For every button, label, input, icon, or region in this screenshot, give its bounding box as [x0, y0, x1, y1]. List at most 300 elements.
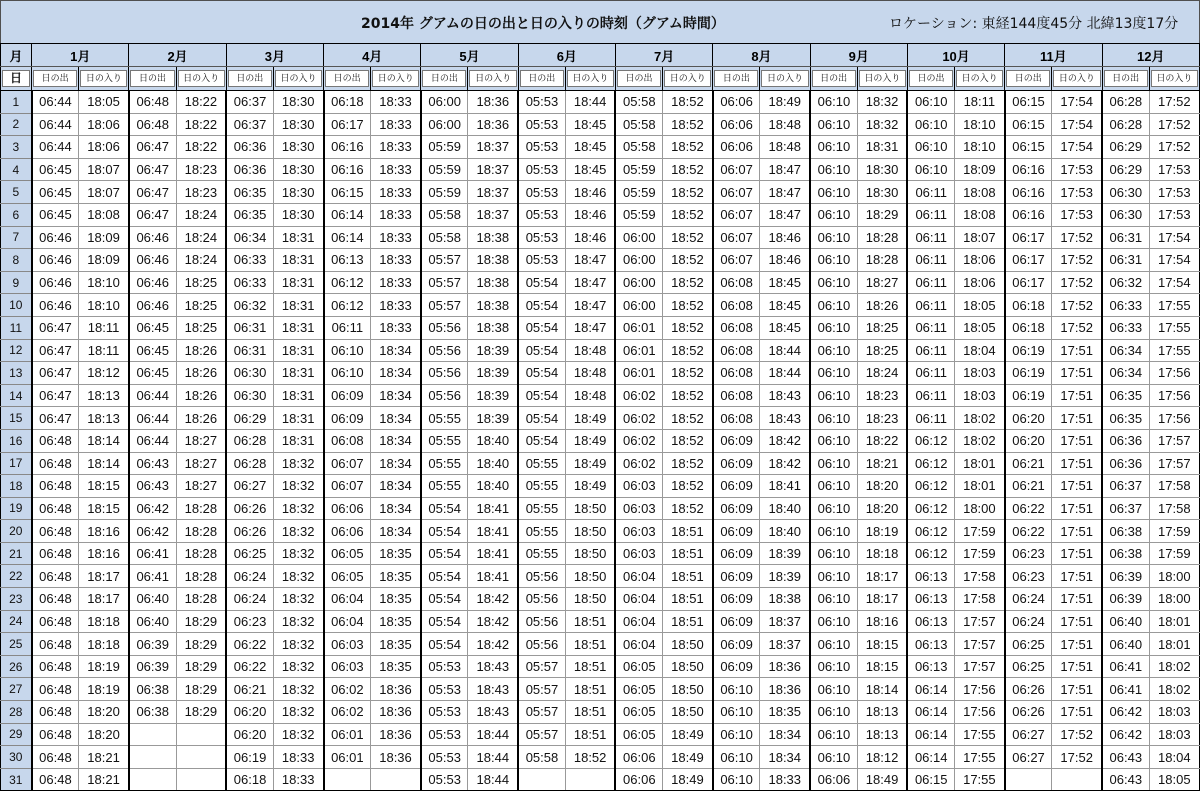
sunset-time: 18:52 — [663, 181, 713, 204]
sunset-time: 18:01 — [955, 452, 1005, 475]
sunset-time: 18:42 — [468, 610, 518, 633]
sunset-time: 18:46 — [760, 249, 810, 272]
sunset-time: 18:36 — [371, 678, 421, 701]
sunrise-time: 06:31 — [226, 316, 273, 339]
sunrise-time: 06:19 — [226, 746, 273, 769]
sunrise-time: 06:12 — [324, 271, 371, 294]
sunrise-time: 06:35 — [226, 203, 273, 226]
sunset-time: 18:52 — [663, 475, 713, 498]
day-number: 23 — [1, 588, 32, 611]
sunset-time: 18:35 — [371, 542, 421, 565]
sunrise-time: 06:10 — [324, 339, 371, 362]
sunset-time: 18:31 — [273, 249, 323, 272]
sunrise-time: 05:53 — [421, 723, 468, 746]
sunset-time: 17:51 — [1052, 429, 1102, 452]
sunrise-time: 06:30 — [226, 384, 273, 407]
sunset-time: 18:48 — [760, 113, 810, 136]
table-row — [1, 655, 1200, 678]
sunrise-time: 06:45 — [129, 316, 176, 339]
sunset-time: 17:51 — [1052, 384, 1102, 407]
sunset-time: 18:50 — [663, 633, 713, 656]
sunset-time: 18:49 — [663, 746, 713, 769]
sunset-time: 18:38 — [468, 249, 518, 272]
sunrise-time: 06:26 — [226, 520, 273, 543]
sunrise-time: 06:44 — [129, 429, 176, 452]
sunrise-time: 06:25 — [1005, 633, 1052, 656]
sunrise-time: 06:33 — [1102, 316, 1149, 339]
sunset-time: 18:44 — [760, 339, 810, 362]
sunset-time: 17:51 — [1052, 542, 1102, 565]
sunrise-time: 06:44 — [32, 136, 79, 159]
table-row — [1, 203, 1200, 226]
sunrise-time — [129, 746, 176, 769]
sunset-time: 17:57 — [955, 610, 1005, 633]
sunrise-time: 06:09 — [713, 497, 760, 520]
sunrise-time: 06:41 — [129, 565, 176, 588]
table-body — [1, 91, 1200, 791]
sunrise-time: 06:26 — [226, 497, 273, 520]
sunrise-time: 06:47 — [32, 316, 79, 339]
sunset-time: 18:49 — [857, 768, 907, 791]
month-header: 4月 — [324, 44, 421, 67]
sunset-time: 17:53 — [1149, 181, 1199, 204]
sunset-time: 18:46 — [565, 181, 615, 204]
sunrise-time: 06:16 — [324, 158, 371, 181]
month-header: 1月 — [32, 44, 129, 67]
sunset-time: 18:39 — [468, 384, 518, 407]
sunrise-time: 06:29 — [1102, 136, 1149, 159]
sunset-time: 18:48 — [565, 339, 615, 362]
sunset-time: 17:52 — [1149, 136, 1199, 159]
sunrise-time: 06:45 — [32, 203, 79, 226]
sunset-time: 18:42 — [468, 633, 518, 656]
sunrise-time: 05:54 — [421, 610, 468, 633]
sunrise-time: 05:54 — [518, 407, 565, 430]
sunrise-time: 06:04 — [324, 588, 371, 611]
sunset-time: 18:32 — [857, 91, 907, 114]
table-row — [1, 249, 1200, 272]
sunset-time: 18:01 — [1149, 610, 1199, 633]
sunrise-time: 05:56 — [518, 633, 565, 656]
sunrise-time: 06:48 — [32, 655, 79, 678]
sunset-time: 18:11 — [79, 339, 129, 362]
table-row — [1, 633, 1200, 656]
sunset-time: 18:51 — [565, 723, 615, 746]
sunrise-time: 06:28 — [226, 452, 273, 475]
day-number: 29 — [1, 723, 32, 746]
sunset-time: 18:48 — [760, 136, 810, 159]
day-number: 21 — [1, 542, 32, 565]
sunrise-time: 05:54 — [518, 316, 565, 339]
sunset-time: 17:54 — [1149, 271, 1199, 294]
sunrise-time: 06:10 — [907, 113, 954, 136]
sunrise-column-header: 日の出 — [714, 70, 758, 87]
sunrise-time: 06:01 — [615, 316, 662, 339]
sunset-time: 17:58 — [955, 588, 1005, 611]
sunset-time: 18:50 — [663, 655, 713, 678]
sunset-time: 18:33 — [371, 226, 421, 249]
sunrise-time: 06:07 — [324, 475, 371, 498]
sunset-time: 18:29 — [176, 701, 226, 724]
sunset-time: 18:47 — [565, 249, 615, 272]
sunrise-time: 06:46 — [129, 294, 176, 317]
day-number: 22 — [1, 565, 32, 588]
sunrise-time: 05:57 — [518, 655, 565, 678]
sunset-time: 18:18 — [79, 610, 129, 633]
sunset-time: 18:20 — [857, 497, 907, 520]
sunset-time: 17:56 — [1149, 407, 1199, 430]
sunrise-time: 06:48 — [32, 678, 79, 701]
sunset-time: 18:42 — [760, 429, 810, 452]
sunrise-time: 05:58 — [615, 91, 662, 114]
sunset-time: 18:51 — [663, 565, 713, 588]
sunrise-time: 06:22 — [226, 633, 273, 656]
sunrise-time: 06:03 — [615, 475, 662, 498]
day-number: 9 — [1, 271, 32, 294]
sunset-time: 18:40 — [468, 475, 518, 498]
sunset-time: 18:33 — [371, 294, 421, 317]
sunrise-time: 06:03 — [615, 542, 662, 565]
sunrise-time: 05:57 — [421, 249, 468, 272]
sunset-time: 18:33 — [371, 316, 421, 339]
sunset-time: 18:07 — [79, 181, 129, 204]
day-number: 19 — [1, 497, 32, 520]
sunset-time: 18:44 — [468, 768, 518, 791]
sunset-time: 18:49 — [565, 475, 615, 498]
sunrise-time: 06:07 — [324, 452, 371, 475]
sunset-time: 18:36 — [760, 655, 810, 678]
sunset-time: 18:26 — [176, 407, 226, 430]
sunset-time: 18:17 — [79, 588, 129, 611]
sunset-column-header: 日の入り — [372, 70, 419, 87]
sunset-time: 18:47 — [760, 203, 810, 226]
sunset-time: 18:52 — [663, 362, 713, 385]
sunrise-time: 06:10 — [810, 520, 857, 543]
sunset-time: 18:40 — [468, 429, 518, 452]
sunset-time: 18:26 — [176, 362, 226, 385]
sunset-time: 17:53 — [1052, 181, 1102, 204]
sunset-time: 18:43 — [468, 655, 518, 678]
sunset-time: 18:11 — [955, 91, 1005, 114]
table-row — [1, 723, 1200, 746]
sunset-time: 17:51 — [1052, 452, 1102, 475]
sunrise-time: 06:10 — [810, 452, 857, 475]
sunrise-time: 06:11 — [907, 294, 954, 317]
sunrise-time: 05:53 — [421, 678, 468, 701]
sunrise-time: 06:34 — [1102, 362, 1149, 385]
sunrise-time: 06:11 — [907, 203, 954, 226]
sunset-time: 18:26 — [857, 294, 907, 317]
sunrise-time: 06:13 — [324, 249, 371, 272]
sunset-time: 18:20 — [79, 723, 129, 746]
sunset-time: 18:40 — [468, 452, 518, 475]
sunset-time: 18:32 — [273, 542, 323, 565]
sunrise-time: 06:48 — [32, 565, 79, 588]
sunrise-time: 06:10 — [713, 701, 760, 724]
month-header-label: 月 — [1, 44, 32, 67]
sunset-time: 18:39 — [760, 542, 810, 565]
sunset-time: 17:54 — [1052, 113, 1102, 136]
sunrise-time: 05:59 — [615, 181, 662, 204]
sunrise-time: 06:03 — [615, 520, 662, 543]
sunrise-time: 06:43 — [129, 452, 176, 475]
sunrise-time: 05:54 — [421, 542, 468, 565]
sunrise-time: 06:10 — [810, 249, 857, 272]
sunset-time: 18:00 — [955, 497, 1005, 520]
sheet-title: 2014年 グアムの日の出と日の入りの時刻（グアム時間） — [361, 16, 725, 32]
sunrise-time: 06:43 — [129, 475, 176, 498]
sunrise-time: 06:08 — [713, 316, 760, 339]
sunrise-time: 06:08 — [713, 271, 760, 294]
sunset-time: 17:53 — [1149, 158, 1199, 181]
day-number: 27 — [1, 678, 32, 701]
sunrise-time: 06:38 — [1102, 520, 1149, 543]
sunset-time: 18:28 — [857, 249, 907, 272]
sunset-time: 18:14 — [857, 678, 907, 701]
sunrise-time: 06:10 — [713, 768, 760, 791]
sunset-time: 18:52 — [663, 339, 713, 362]
sunset-time: 18:33 — [760, 768, 810, 791]
sunset-time: 18:02 — [955, 407, 1005, 430]
sunset-time: 18:51 — [663, 520, 713, 543]
sunset-column-header: 日の入り — [275, 70, 322, 87]
sunset-time: 18:33 — [371, 136, 421, 159]
sunset-time: 17:55 — [955, 768, 1005, 791]
day-number: 4 — [1, 158, 32, 181]
sunrise-time: 06:48 — [129, 91, 176, 114]
sunrise-time: 05:57 — [518, 678, 565, 701]
sunrise-time: 06:10 — [810, 429, 857, 452]
sunset-time: 18:32 — [273, 701, 323, 724]
month-header: 6月 — [518, 44, 615, 67]
sunset-time: 18:33 — [371, 271, 421, 294]
sunrise-time: 06:10 — [810, 497, 857, 520]
sunrise-time: 06:00 — [615, 249, 662, 272]
sunrise-time: 06:47 — [129, 136, 176, 159]
sunset-time: 18:05 — [955, 294, 1005, 317]
sunset-time: 18:24 — [857, 362, 907, 385]
table-row — [1, 407, 1200, 430]
sunrise-time: 06:09 — [713, 452, 760, 475]
sunset-time: 18:49 — [565, 452, 615, 475]
sunrise-time: 06:48 — [32, 475, 79, 498]
sunrise-time: 06:08 — [713, 362, 760, 385]
sunset-time: 18:37 — [760, 610, 810, 633]
day-number: 12 — [1, 339, 32, 362]
sunrise-time: 05:58 — [421, 203, 468, 226]
sunrise-time: 05:54 — [518, 429, 565, 452]
sunrise-time: 06:46 — [32, 249, 79, 272]
sunset-time: 18:32 — [273, 723, 323, 746]
sunset-time: 18:52 — [663, 294, 713, 317]
sunset-time: 18:20 — [857, 475, 907, 498]
sunset-time: 18:48 — [565, 384, 615, 407]
sunset-time: 18:41 — [468, 542, 518, 565]
sunrise-time: 06:48 — [32, 701, 79, 724]
sunset-time: 18:34 — [371, 497, 421, 520]
sunrise-time: 05:56 — [518, 588, 565, 611]
sunrise-time: 05:54 — [421, 633, 468, 656]
sunrise-time: 06:10 — [810, 565, 857, 588]
sunrise-time: 06:47 — [129, 158, 176, 181]
sunset-time — [176, 723, 226, 746]
table-row — [1, 678, 1200, 701]
sunrise-time: 05:53 — [518, 113, 565, 136]
sunset-column-header: 日の入り — [80, 70, 127, 87]
table-row — [1, 565, 1200, 588]
day-number: 1 — [1, 91, 32, 114]
sunrise-time: 06:18 — [1005, 316, 1052, 339]
sunrise-time: 06:39 — [129, 655, 176, 678]
sunrise-time: 06:46 — [32, 226, 79, 249]
sunrise-column-header: 日の出 — [617, 70, 661, 87]
sunset-time: 17:57 — [955, 633, 1005, 656]
sunrise-time: 06:48 — [32, 588, 79, 611]
sunrise-time: 06:33 — [1102, 294, 1149, 317]
table-row — [1, 362, 1200, 385]
sunset-time: 18:47 — [565, 294, 615, 317]
day-number: 30 — [1, 746, 32, 769]
sunrise-time: 06:07 — [713, 203, 760, 226]
sunset-time: 17:53 — [1052, 158, 1102, 181]
table-row — [1, 271, 1200, 294]
sunset-time: 18:39 — [468, 407, 518, 430]
sunrise-time: 06:02 — [615, 429, 662, 452]
sunrise-time: 05:59 — [615, 158, 662, 181]
sunrise-time: 06:48 — [32, 723, 79, 746]
sunrise-time: 06:00 — [615, 294, 662, 317]
sunrise-time: 06:23 — [1005, 565, 1052, 588]
sunset-time: 18:00 — [1149, 588, 1199, 611]
sunrise-time: 06:10 — [713, 678, 760, 701]
sunset-time: 17:53 — [1052, 203, 1102, 226]
sunrise-time: 06:30 — [1102, 203, 1149, 226]
sunset-time: 18:52 — [663, 271, 713, 294]
sunset-time: 17:55 — [1149, 316, 1199, 339]
sunrise-time: 06:10 — [907, 136, 954, 159]
sunset-time: 18:42 — [760, 452, 810, 475]
day-number: 28 — [1, 701, 32, 724]
table-row — [1, 226, 1200, 249]
sunrise-time: 06:38 — [1102, 542, 1149, 565]
sunset-time: 17:51 — [1052, 565, 1102, 588]
sunset-time: 17:55 — [955, 746, 1005, 769]
sunrise-time: 06:10 — [810, 701, 857, 724]
sunrise-time: 06:12 — [907, 429, 954, 452]
sunrise-time: 05:54 — [518, 339, 565, 362]
sunset-column-header: 日の入り — [664, 70, 711, 87]
sunrise-time: 06:10 — [713, 746, 760, 769]
sunrise-time: 06:46 — [129, 249, 176, 272]
sunrise-time: 05:54 — [421, 565, 468, 588]
sunrise-time: 06:40 — [129, 588, 176, 611]
sunset-time: 18:34 — [760, 746, 810, 769]
sunrise-time: 06:41 — [1102, 678, 1149, 701]
sunrise-time: 05:57 — [421, 271, 468, 294]
sunset-time: 18:29 — [176, 655, 226, 678]
sunrise-time: 06:24 — [1005, 610, 1052, 633]
sunset-time: 18:31 — [273, 294, 323, 317]
sunrise-time: 06:09 — [324, 384, 371, 407]
sunset-time: 18:44 — [468, 723, 518, 746]
sunset-column-header: 日の入り — [1053, 70, 1100, 87]
sunset-time: 18:30 — [857, 181, 907, 204]
sunrise-time: 06:40 — [129, 610, 176, 633]
sunrise-time: 06:22 — [1005, 520, 1052, 543]
sunrise-time: 06:39 — [1102, 588, 1149, 611]
sunset-time: 18:33 — [371, 249, 421, 272]
sunset-time: 18:41 — [468, 520, 518, 543]
sunrise-time: 06:34 — [226, 226, 273, 249]
sunset-time: 18:38 — [468, 294, 518, 317]
day-number: 18 — [1, 475, 32, 498]
sunset-time: 17:51 — [1052, 497, 1102, 520]
sunrise-time: 05:56 — [518, 565, 565, 588]
sunrise-time: 06:20 — [226, 723, 273, 746]
sunset-time: 18:36 — [371, 723, 421, 746]
sunset-time: 18:31 — [273, 384, 323, 407]
sunset-time: 18:34 — [371, 429, 421, 452]
sunset-time: 18:03 — [955, 384, 1005, 407]
sunset-time: 18:06 — [79, 113, 129, 136]
title-bar — [0, 0, 1200, 44]
sunrise-time: 06:07 — [713, 226, 760, 249]
sunrise-time: 05:56 — [421, 339, 468, 362]
day-number: 7 — [1, 226, 32, 249]
sunrise-time: 05:57 — [421, 294, 468, 317]
sunset-time: 18:24 — [176, 249, 226, 272]
sunset-time: 18:04 — [955, 339, 1005, 362]
sunrise-time: 06:48 — [32, 542, 79, 565]
sunset-column-header: 日の入り — [956, 70, 1003, 87]
sunset-time: 18:52 — [663, 113, 713, 136]
sunset-time: 18:06 — [955, 271, 1005, 294]
sunrise-time: 06:10 — [324, 362, 371, 385]
sunrise-time: 06:48 — [32, 520, 79, 543]
sunrise-time: 06:08 — [713, 407, 760, 430]
sunrise-time: 06:16 — [1005, 203, 1052, 226]
sunrise-time: 05:56 — [421, 384, 468, 407]
sunrise-time: 06:22 — [1005, 497, 1052, 520]
sunrise-time: 06:30 — [226, 362, 273, 385]
table-row — [1, 136, 1200, 159]
sunrise-column-header: 日の出 — [812, 70, 856, 87]
sunset-time: 18:32 — [273, 475, 323, 498]
sunrise-time: 06:11 — [907, 407, 954, 430]
sunrise-time: 05:54 — [421, 497, 468, 520]
sunrise-time: 06:43 — [1102, 768, 1149, 791]
location-label: ロケーション: 東経144度45分 北緯13度17分 — [889, 16, 1179, 32]
sunrise-time: 06:15 — [1005, 113, 1052, 136]
sunset-time: 18:38 — [468, 226, 518, 249]
sunset-time: 18:39 — [760, 565, 810, 588]
sunrise-time: 06:10 — [810, 475, 857, 498]
sunrise-time: 05:59 — [421, 181, 468, 204]
sunset-time: 18:01 — [955, 475, 1005, 498]
table-row — [1, 701, 1200, 724]
month-header: 8月 — [713, 44, 810, 67]
sunrise-time: 06:17 — [1005, 271, 1052, 294]
sunset-time: 18:34 — [371, 475, 421, 498]
sunrise-time: 06:42 — [129, 497, 176, 520]
day-number: 13 — [1, 362, 32, 385]
sunset-time: 18:25 — [857, 316, 907, 339]
sunrise-time: 06:05 — [324, 542, 371, 565]
sunset-time: 17:51 — [1052, 701, 1102, 724]
sunrise-time: 06:02 — [324, 678, 371, 701]
sunrise-time: 05:53 — [421, 655, 468, 678]
month-header: 12月 — [1102, 44, 1200, 67]
